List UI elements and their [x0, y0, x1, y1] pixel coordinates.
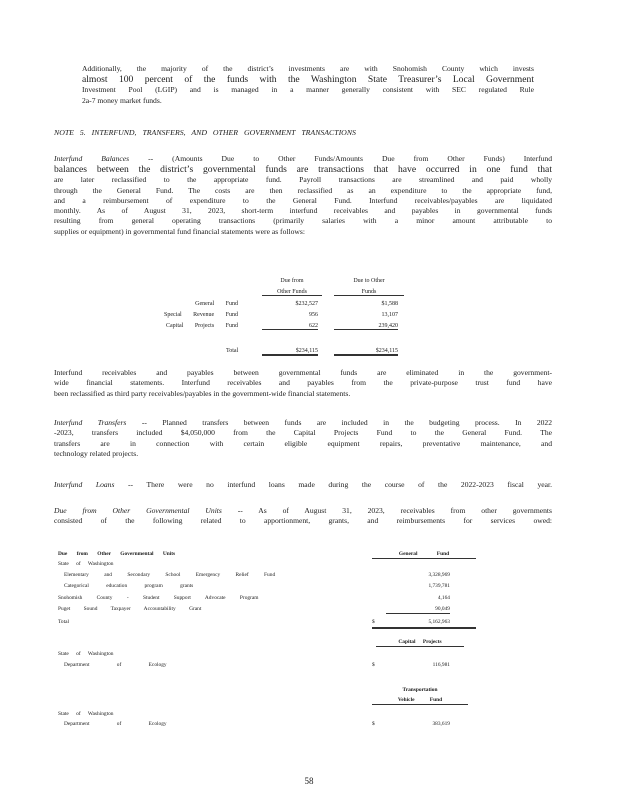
loans-line-1-rest: -- There were no interfund loans made during the course of the 2022-2023 fiscal year.	[128, 480, 552, 489]
transfers-line-1	[54, 418, 552, 428]
general-fund-header: General Fund	[372, 550, 476, 559]
due-from-header-2: Other Funds	[262, 289, 322, 296]
due-row-label-1: Elementary and Secondary School Emergency Relief Fund	[64, 572, 276, 578]
due-total-amount: 5,162,963	[428, 619, 450, 625]
due-row-amount-4: 90,049	[386, 605, 450, 614]
transfers-label: Interfund Transfers	[54, 418, 127, 427]
transfers-line-2: -2023, transfers included $4,050,000 from the Capital Projects Fund to the General Fund. The	[54, 428, 552, 438]
transport-header-2: Vehicle Fund	[372, 696, 468, 705]
due-row-label-2: Categorical education program grants	[64, 583, 194, 589]
capital-dept: Department of Ecology	[64, 662, 167, 668]
balances-label: Interfund Balances	[54, 154, 130, 163]
balances-line-5: and a reimbursement of expenditure to the General Fund. Interfund receivables/payables are liquidated	[54, 195, 552, 205]
transfers-line-1-rest: -- Planned transfers between funds are included in the budgeting process. In 2022	[141, 418, 553, 427]
total-due-from: $234,115	[262, 348, 318, 356]
due-to-header-1: Due to Other	[353, 278, 385, 284]
balances-line-8: supplies or equipment) in governmental fund financial statements were as follows:	[54, 226, 305, 236]
due-row-label-3: Snohomish County - Student Support Advocate Program	[58, 595, 259, 601]
balances-line-6: monthly. As of August 31, 2023, short-term interfund receivables and payables in governmental funds	[54, 206, 552, 216]
receivables-line-1: Interfund receivables and payables between governmental funds are eliminated in the government-	[54, 368, 552, 377]
row-due-from-capital: 622	[262, 323, 318, 330]
other-gov-paragraph	[54, 506, 552, 527]
transport-dollar: $	[372, 721, 375, 727]
balances-paragraph	[54, 154, 552, 237]
intro-line-4: 2a-7 money market funds.	[82, 95, 162, 105]
balances-line-4: through the General Fund. The costs are then reclassified as an expenditure to the appropriate fund,	[54, 185, 552, 195]
due-to-header-2: Funds	[334, 289, 404, 296]
due-total-underline	[372, 627, 476, 629]
transport-amount: 383,619	[432, 721, 450, 727]
row-label-special: Special Revenue Fund	[164, 312, 238, 318]
intro-paragraph	[82, 64, 534, 106]
row-label-capital: Capital Projects Fund	[166, 323, 238, 329]
other-gov-line-1-rest: -- As of August 31, 2023, receivables from other governments	[237, 506, 552, 515]
intro-line-1: Additionally, the majority of the district’s investments are with Snohomish County which invests	[82, 64, 534, 73]
loans-label: Interfund Loans	[54, 480, 115, 489]
row-due-to-capital: 239,420	[334, 323, 398, 330]
intro-line-3: Investment Pool (LGIP) and is managed in a manner generally consistent with SEC regulated Rule	[82, 85, 534, 95]
balances-line-1	[54, 154, 552, 164]
note-heading: NOTE 5. INTERFUND, TRANSFERS, AND OTHER GOVERNMENT TRANSACTIONS	[54, 128, 356, 137]
due-total-label: Total	[58, 619, 69, 625]
capital-amount: 116,981	[432, 662, 450, 668]
loans-paragraph	[54, 480, 552, 490]
total-label: Total	[226, 348, 239, 354]
page-number: 58	[304, 776, 314, 786]
due-row-amount-3: 4,164	[437, 595, 450, 601]
receivables-line-3: been reclassified as third party receivables/payables in the government-wide financial statements.	[54, 388, 351, 398]
other-gov-line-1	[54, 506, 552, 516]
due-row-amount-1: 3,328,969	[428, 572, 450, 578]
balances-line-3: are later reclassified to the appropriate fund. Payroll transactions are streamlined and paid wholly	[54, 175, 552, 185]
transport-state: State of Washington	[58, 711, 114, 717]
intro-line-2: almost 100 percent of the funds with the Washington State Treasurer’s Local Government	[82, 74, 534, 86]
due-row-amount-2: 1,739,781	[428, 583, 450, 589]
row-due-from-special: 956	[309, 312, 318, 318]
loans-line-1	[54, 480, 552, 490]
receivables-paragraph	[54, 368, 552, 399]
due-total-dollar: $	[372, 619, 375, 625]
balances-line-2: balances between the district’s governmental funds are transactions that have occurred in one fund that	[54, 164, 552, 176]
due-row-label-4: Puget Sound Taxpayer Accountability Grant	[58, 606, 202, 612]
transfers-line-3: transfers are in connection with certain eligible equipment repairs, preventative maintenance, and	[54, 438, 552, 448]
transfers-line-4: technology related projects.	[54, 448, 139, 458]
transport-dept: Department of Ecology	[64, 721, 167, 727]
due-table-header: Due from Other Governmental Units	[58, 551, 176, 557]
capital-dollar: $	[372, 662, 375, 668]
due-from-header-1: Due from	[280, 278, 304, 284]
row-due-from-general: $232,527	[295, 301, 318, 307]
total-due-to: $234,115	[334, 348, 398, 356]
receivables-line-2: wide financial statements. Interfund receivables and payables from the private-purpose trust fund have	[54, 378, 552, 388]
row-due-to-special: 13,107	[381, 312, 398, 318]
capital-state: State of Washington	[58, 651, 114, 657]
capital-header: Capital Projects	[376, 638, 464, 647]
transfers-paragraph	[54, 418, 552, 459]
other-gov-label: Due from Other Governmental Units	[54, 506, 222, 515]
row-due-to-general: $1,588	[381, 301, 398, 307]
transport-header-1: Transportation	[402, 687, 438, 693]
other-gov-line-2: consisted of the following related to apportionment, grants, and reimbursements for services owed:	[54, 516, 552, 526]
state-label: State of Washington	[58, 561, 114, 567]
balances-line-7: resulting from general operating transactions (primarily salaries with a minor amount attributable to	[54, 216, 552, 226]
row-label-general: General Fund	[195, 301, 238, 307]
balances-line-1-rest: -- (Amounts Due to Other Funds/Amounts Due from Other Funds) Interfund	[148, 154, 552, 163]
